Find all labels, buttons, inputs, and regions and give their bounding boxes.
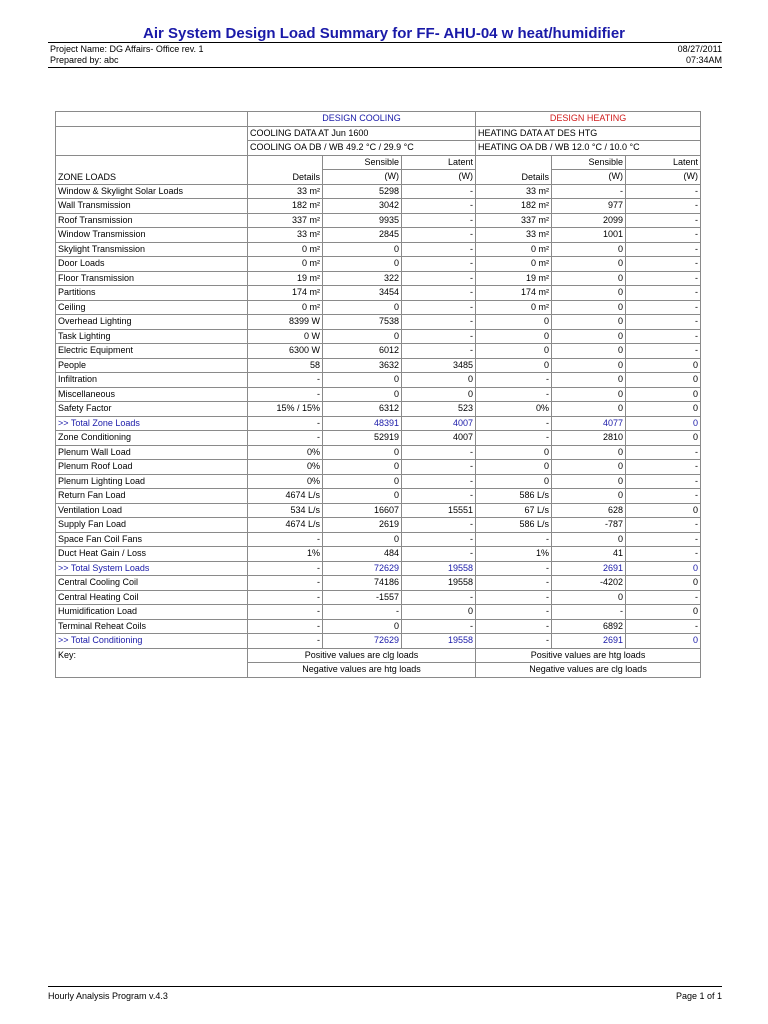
cell-hd: - bbox=[476, 619, 552, 634]
table-row bbox=[56, 271, 701, 286]
cell-hd: 337 m² bbox=[476, 213, 552, 228]
cell-cs: 3632 bbox=[323, 358, 402, 373]
cell-hd: 0 bbox=[476, 474, 552, 489]
cell-cl: - bbox=[402, 315, 476, 330]
cell-cl: - bbox=[402, 547, 476, 562]
cell-cl: - bbox=[402, 590, 476, 605]
cell-cd: 58 bbox=[248, 358, 323, 373]
cell-hd: 67 L/s bbox=[476, 503, 552, 518]
cell-cd: 0% bbox=[248, 460, 323, 475]
cell-cl: - bbox=[402, 213, 476, 228]
cell-hs: 0 bbox=[552, 460, 626, 475]
cell-hl: - bbox=[626, 228, 701, 243]
cell-hs: 0 bbox=[552, 489, 626, 504]
cell-cd: 0% bbox=[248, 445, 323, 460]
cell-cd: 19 m² bbox=[248, 271, 323, 286]
cell-hs: 0 bbox=[552, 532, 626, 547]
cell-hs: 0 bbox=[552, 402, 626, 417]
cell-hd: 33 m² bbox=[476, 184, 552, 199]
heating-details-heading: Details bbox=[476, 155, 552, 184]
cell-hl: - bbox=[626, 590, 701, 605]
cell-hl: - bbox=[626, 257, 701, 272]
cell-cd: 8399 W bbox=[248, 315, 323, 330]
cell-hs: 2810 bbox=[552, 431, 626, 446]
key-heating-positive: Positive values are htg loads bbox=[476, 648, 701, 663]
cell-hl: - bbox=[626, 213, 701, 228]
cell-cs: 0 bbox=[323, 460, 402, 475]
table-row bbox=[56, 474, 701, 489]
table-row bbox=[56, 228, 701, 243]
cell-hd: 19 m² bbox=[476, 271, 552, 286]
row-label: Duct Heat Gain / Loss bbox=[56, 547, 248, 562]
cell-hl: - bbox=[626, 286, 701, 301]
cell-hd: - bbox=[476, 590, 552, 605]
row-label: Electric Equipment bbox=[56, 344, 248, 359]
cell-cs: 5298 bbox=[323, 184, 402, 199]
row-label: Space Fan Coil Fans bbox=[56, 532, 248, 547]
cell-cs: 7538 bbox=[323, 315, 402, 330]
cell-hd: 0 bbox=[476, 445, 552, 460]
cell-hd: 0 bbox=[476, 460, 552, 475]
cell-hs: 0 bbox=[552, 257, 626, 272]
cell-cl: - bbox=[402, 329, 476, 344]
cooling-data-at: COOLING DATA AT Jun 1600 bbox=[248, 126, 476, 141]
cell-hd: 0 bbox=[476, 329, 552, 344]
row-label: >> Total System Loads bbox=[56, 561, 248, 576]
cell-cd: 182 m² bbox=[248, 199, 323, 214]
cell-cd: 33 m² bbox=[248, 228, 323, 243]
cell-hd: - bbox=[476, 431, 552, 446]
cell-hs: -787 bbox=[552, 518, 626, 533]
key-label: Key: bbox=[56, 648, 248, 677]
cell-cs: 6012 bbox=[323, 344, 402, 359]
cell-cs: 72629 bbox=[323, 634, 402, 649]
cell-cs: - bbox=[323, 605, 402, 620]
cell-cl: - bbox=[402, 228, 476, 243]
cell-cd: 1% bbox=[248, 547, 323, 562]
cell-hs: 6892 bbox=[552, 619, 626, 634]
cell-hl: - bbox=[626, 547, 701, 562]
cooling-sensible-heading: Sensible bbox=[323, 155, 402, 170]
table-row bbox=[56, 576, 701, 591]
row-label: Central Cooling Coil bbox=[56, 576, 248, 591]
heating-latent-unit: (W) bbox=[626, 170, 701, 185]
cell-hl: - bbox=[626, 300, 701, 315]
cell-cl: 19558 bbox=[402, 561, 476, 576]
table-row bbox=[56, 329, 701, 344]
cell-cs: 0 bbox=[323, 489, 402, 504]
row-label: Wall Transmission bbox=[56, 199, 248, 214]
row-label: Skylight Transmission bbox=[56, 242, 248, 257]
cell-hl: 0 bbox=[626, 373, 701, 388]
row-label: Plenum Wall Load bbox=[56, 445, 248, 460]
cell-cs: 72629 bbox=[323, 561, 402, 576]
cell-hd: 0 bbox=[476, 358, 552, 373]
footer-rule bbox=[48, 986, 722, 987]
cell-hl: 0 bbox=[626, 634, 701, 649]
table-row bbox=[56, 416, 701, 431]
cell-cd: - bbox=[248, 561, 323, 576]
cell-cl: - bbox=[402, 460, 476, 475]
cell-cl: - bbox=[402, 489, 476, 504]
report-date: 08/27/2011 bbox=[677, 44, 722, 54]
cell-cd: - bbox=[248, 431, 323, 446]
cell-cd: 0% bbox=[248, 474, 323, 489]
header-rule bbox=[48, 67, 722, 68]
row-label: Window & Skylight Solar Loads bbox=[56, 184, 248, 199]
cell-cl: - bbox=[402, 271, 476, 286]
cooling-sensible-unit: (W) bbox=[323, 170, 402, 185]
program-name: Hourly Analysis Program v.4.3 bbox=[48, 991, 168, 1001]
section-header-row bbox=[56, 112, 701, 127]
cell-hl: - bbox=[626, 532, 701, 547]
table-row bbox=[56, 286, 701, 301]
table-row bbox=[56, 518, 701, 533]
table-row bbox=[56, 431, 701, 446]
cell-cs: 9935 bbox=[323, 213, 402, 228]
cell-hd: - bbox=[476, 576, 552, 591]
table-row bbox=[56, 300, 701, 315]
cell-hl: - bbox=[626, 518, 701, 533]
cell-cl: - bbox=[402, 300, 476, 315]
row-label: Task Lighting bbox=[56, 329, 248, 344]
cell-hd: 174 m² bbox=[476, 286, 552, 301]
cell-cl: - bbox=[402, 532, 476, 547]
table-row bbox=[56, 605, 701, 620]
cell-cs: 0 bbox=[323, 242, 402, 257]
cell-cl: 4007 bbox=[402, 431, 476, 446]
cell-hs: 4077 bbox=[552, 416, 626, 431]
table-row bbox=[56, 213, 701, 228]
cell-hl: - bbox=[626, 271, 701, 286]
cell-hd: - bbox=[476, 416, 552, 431]
design-cooling-heading: DESIGN COOLING bbox=[248, 112, 476, 127]
cell-hd: 1% bbox=[476, 547, 552, 562]
design-heating-heading: DESIGN HEATING bbox=[476, 112, 701, 127]
cell-hs: 0 bbox=[552, 445, 626, 460]
row-label: Floor Transmission bbox=[56, 271, 248, 286]
project-name: Project Name: DG Affairs- Office rev. 1 bbox=[50, 44, 204, 54]
cell-cs: 2619 bbox=[323, 518, 402, 533]
cell-hs: 0 bbox=[552, 474, 626, 489]
zone-loads-heading: ZONE LOADS bbox=[56, 155, 248, 184]
cell-cd: - bbox=[248, 576, 323, 591]
row-label: >> Total Zone Loads bbox=[56, 416, 248, 431]
table-row bbox=[56, 561, 701, 576]
cell-hd: - bbox=[476, 561, 552, 576]
cell-cs: 0 bbox=[323, 387, 402, 402]
row-label: Infiltration bbox=[56, 373, 248, 388]
row-label: Central Heating Coil bbox=[56, 590, 248, 605]
table-row bbox=[56, 634, 701, 649]
cell-hd: 0 m² bbox=[476, 257, 552, 272]
heating-data-at: HEATING DATA AT DES HTG bbox=[476, 126, 701, 141]
cell-hl: 0 bbox=[626, 387, 701, 402]
cell-hd: 0 m² bbox=[476, 300, 552, 315]
cell-cd: - bbox=[248, 634, 323, 649]
table-row bbox=[56, 257, 701, 272]
cooling-details-heading: Details bbox=[248, 155, 323, 184]
table-row bbox=[56, 199, 701, 214]
cell-hs: 2691 bbox=[552, 634, 626, 649]
title-rule bbox=[48, 42, 722, 43]
cooling-latent-unit: (W) bbox=[402, 170, 476, 185]
cell-cl: 0 bbox=[402, 373, 476, 388]
cell-hd: 586 L/s bbox=[476, 489, 552, 504]
cell-cd: 337 m² bbox=[248, 213, 323, 228]
table-row bbox=[56, 547, 701, 562]
cell-cd: - bbox=[248, 373, 323, 388]
cell-hs: 977 bbox=[552, 199, 626, 214]
cell-hl: - bbox=[626, 315, 701, 330]
cell-hl: - bbox=[626, 460, 701, 475]
cell-hd: - bbox=[476, 605, 552, 620]
cell-hl: 0 bbox=[626, 561, 701, 576]
cell-cl: - bbox=[402, 445, 476, 460]
table-row bbox=[56, 489, 701, 504]
row-label: Return Fan Load bbox=[56, 489, 248, 504]
cell-cs: 0 bbox=[323, 445, 402, 460]
cell-cl: 523 bbox=[402, 402, 476, 417]
cell-cl: 3485 bbox=[402, 358, 476, 373]
cell-hl: - bbox=[626, 489, 701, 504]
data-at-row bbox=[56, 126, 701, 141]
header-left bbox=[50, 44, 204, 66]
cell-cl: - bbox=[402, 474, 476, 489]
cell-cs: 0 bbox=[323, 373, 402, 388]
cell-cl: - bbox=[402, 286, 476, 301]
cell-cs: -1557 bbox=[323, 590, 402, 605]
cell-hs: 2691 bbox=[552, 561, 626, 576]
row-label: Ventilation Load bbox=[56, 503, 248, 518]
cell-cl: - bbox=[402, 257, 476, 272]
row-label: Door Loads bbox=[56, 257, 248, 272]
cell-cs: 0 bbox=[323, 329, 402, 344]
row-label: Terminal Reheat Coils bbox=[56, 619, 248, 634]
cell-hl: 0 bbox=[626, 416, 701, 431]
cell-cl: - bbox=[402, 242, 476, 257]
cell-hl: - bbox=[626, 344, 701, 359]
cell-hs: 0 bbox=[552, 329, 626, 344]
heating-latent-heading: Latent bbox=[626, 155, 701, 170]
cell-cl: - bbox=[402, 619, 476, 634]
cell-hs: 628 bbox=[552, 503, 626, 518]
table-row bbox=[56, 373, 701, 388]
cell-hd: 0 m² bbox=[476, 242, 552, 257]
cell-cs: 3042 bbox=[323, 199, 402, 214]
cell-hs: 0 bbox=[552, 242, 626, 257]
cell-hs: 0 bbox=[552, 300, 626, 315]
key-cooling-negative: Negative values are htg loads bbox=[248, 663, 476, 678]
cell-cs: 484 bbox=[323, 547, 402, 562]
cell-cd: - bbox=[248, 416, 323, 431]
cell-cd: 4674 L/s bbox=[248, 518, 323, 533]
cell-cs: 6312 bbox=[323, 402, 402, 417]
cell-cd: - bbox=[248, 387, 323, 402]
cell-cl: - bbox=[402, 518, 476, 533]
cell-hl: 0 bbox=[626, 431, 701, 446]
cell-cd: - bbox=[248, 619, 323, 634]
cell-hs: 1001 bbox=[552, 228, 626, 243]
cell-cl: 0 bbox=[402, 387, 476, 402]
row-label: Safety Factor bbox=[56, 402, 248, 417]
cell-hl: - bbox=[626, 242, 701, 257]
cell-hl: - bbox=[626, 199, 701, 214]
key-cooling-positive: Positive values are clg loads bbox=[248, 648, 476, 663]
table-row bbox=[56, 402, 701, 417]
table-row bbox=[56, 503, 701, 518]
heating-sensible-heading: Sensible bbox=[552, 155, 626, 170]
cell-cl: 19558 bbox=[402, 634, 476, 649]
cell-hd: - bbox=[476, 634, 552, 649]
cooling-oa-conditions: COOLING OA DB / WB 49.2 °C / 29.9 °C bbox=[248, 141, 476, 156]
column-header-row-1 bbox=[56, 155, 701, 170]
row-label: Roof Transmission bbox=[56, 213, 248, 228]
cell-hd: 586 L/s bbox=[476, 518, 552, 533]
table-row bbox=[56, 344, 701, 359]
cell-hs: 0 bbox=[552, 286, 626, 301]
cell-cl: 4007 bbox=[402, 416, 476, 431]
cell-cs: 3454 bbox=[323, 286, 402, 301]
cell-cd: 6300 W bbox=[248, 344, 323, 359]
cell-hl: 0 bbox=[626, 605, 701, 620]
cell-hd: 33 m² bbox=[476, 228, 552, 243]
cell-cs: 48391 bbox=[323, 416, 402, 431]
cell-cd: 0 m² bbox=[248, 257, 323, 272]
cell-hs: 41 bbox=[552, 547, 626, 562]
report-title: Air System Design Load Summary for FF- AHU-04 w heat/humidifier bbox=[142, 25, 626, 42]
cell-hd: - bbox=[476, 387, 552, 402]
cell-cl: 19558 bbox=[402, 576, 476, 591]
page-number: Page 1 of 1 bbox=[675, 991, 722, 1001]
cell-hl: 0 bbox=[626, 576, 701, 591]
row-label: >> Total Conditioning bbox=[56, 634, 248, 649]
row-label: Partitions bbox=[56, 286, 248, 301]
cell-cs: 16607 bbox=[323, 503, 402, 518]
report-time: 07:34AM bbox=[685, 55, 722, 65]
load-summary-table bbox=[55, 111, 701, 678]
key-heating-negative: Negative values are clg loads bbox=[476, 663, 701, 678]
cell-hl: 0 bbox=[626, 503, 701, 518]
cell-cs: 0 bbox=[323, 300, 402, 315]
heating-sensible-unit: (W) bbox=[552, 170, 626, 185]
cell-hs: - bbox=[552, 184, 626, 199]
table-row bbox=[56, 590, 701, 605]
cell-hs: - bbox=[552, 605, 626, 620]
table-row bbox=[56, 445, 701, 460]
cell-cs: 0 bbox=[323, 474, 402, 489]
cell-hs: 0 bbox=[552, 590, 626, 605]
cell-cl: 15551 bbox=[402, 503, 476, 518]
heating-oa-conditions: HEATING OA DB / WB 12.0 °C / 10.0 °C bbox=[476, 141, 701, 156]
row-label: People bbox=[56, 358, 248, 373]
cell-hl: - bbox=[626, 474, 701, 489]
row-label: Plenum Lighting Load bbox=[56, 474, 248, 489]
cell-hl: - bbox=[626, 445, 701, 460]
cell-hl: 0 bbox=[626, 402, 701, 417]
cell-hs: 0 bbox=[552, 315, 626, 330]
cell-hs: 0 bbox=[552, 373, 626, 388]
row-label: Window Transmission bbox=[56, 228, 248, 243]
cell-cl: - bbox=[402, 199, 476, 214]
cell-hd: - bbox=[476, 532, 552, 547]
cell-cl: - bbox=[402, 184, 476, 199]
cell-hd: 0 bbox=[476, 344, 552, 359]
cell-cs: 322 bbox=[323, 271, 402, 286]
header-right bbox=[678, 44, 722, 66]
row-label: Overhead Lighting bbox=[56, 315, 248, 330]
row-label: Supply Fan Load bbox=[56, 518, 248, 533]
cell-cd: 174 m² bbox=[248, 286, 323, 301]
cell-hl: - bbox=[626, 619, 701, 634]
cell-cs: 0 bbox=[323, 619, 402, 634]
cell-cs: 2845 bbox=[323, 228, 402, 243]
row-label: Humidification Load bbox=[56, 605, 248, 620]
cell-cd: - bbox=[248, 590, 323, 605]
cell-hs: -4202 bbox=[552, 576, 626, 591]
cell-cs: 52919 bbox=[323, 431, 402, 446]
cell-hs: 0 bbox=[552, 344, 626, 359]
cell-cd: 534 L/s bbox=[248, 503, 323, 518]
key-row-1 bbox=[56, 648, 701, 663]
cell-hd: 0 bbox=[476, 315, 552, 330]
table-row bbox=[56, 315, 701, 330]
cell-cd: - bbox=[248, 532, 323, 547]
cell-cd: 0 W bbox=[248, 329, 323, 344]
cell-cs: 0 bbox=[323, 532, 402, 547]
row-label: Zone Conditioning bbox=[56, 431, 248, 446]
table-row bbox=[56, 460, 701, 475]
table-row bbox=[56, 242, 701, 257]
cell-cd: 33 m² bbox=[248, 184, 323, 199]
cell-cd: 0 m² bbox=[248, 242, 323, 257]
cell-hl: - bbox=[626, 184, 701, 199]
table-row bbox=[56, 619, 701, 634]
table-row bbox=[56, 532, 701, 547]
row-label: Miscellaneous bbox=[56, 387, 248, 402]
cell-hd: - bbox=[476, 373, 552, 388]
cell-hs: 0 bbox=[552, 358, 626, 373]
cell-hl: 0 bbox=[626, 358, 701, 373]
cell-cd: 15% / 15% bbox=[248, 402, 323, 417]
table-row bbox=[56, 184, 701, 199]
prepared-by: Prepared by: abc bbox=[50, 55, 119, 65]
cell-cl: - bbox=[402, 344, 476, 359]
cell-cd: 0 m² bbox=[248, 300, 323, 315]
table-row bbox=[56, 387, 701, 402]
row-label: Ceiling bbox=[56, 300, 248, 315]
cell-hd: 182 m² bbox=[476, 199, 552, 214]
cell-cd: - bbox=[248, 605, 323, 620]
row-label: Plenum Roof Load bbox=[56, 460, 248, 475]
table-row bbox=[56, 358, 701, 373]
cell-cl: 0 bbox=[402, 605, 476, 620]
cell-hs: 0 bbox=[552, 387, 626, 402]
cooling-latent-heading: Latent bbox=[402, 155, 476, 170]
cell-cd: 4674 L/s bbox=[248, 489, 323, 504]
cell-hd: 0% bbox=[476, 402, 552, 417]
cell-hs: 0 bbox=[552, 271, 626, 286]
cell-cs: 0 bbox=[323, 257, 402, 272]
cell-cs: 74186 bbox=[323, 576, 402, 591]
cell-hl: - bbox=[626, 329, 701, 344]
cell-hs: 2099 bbox=[552, 213, 626, 228]
